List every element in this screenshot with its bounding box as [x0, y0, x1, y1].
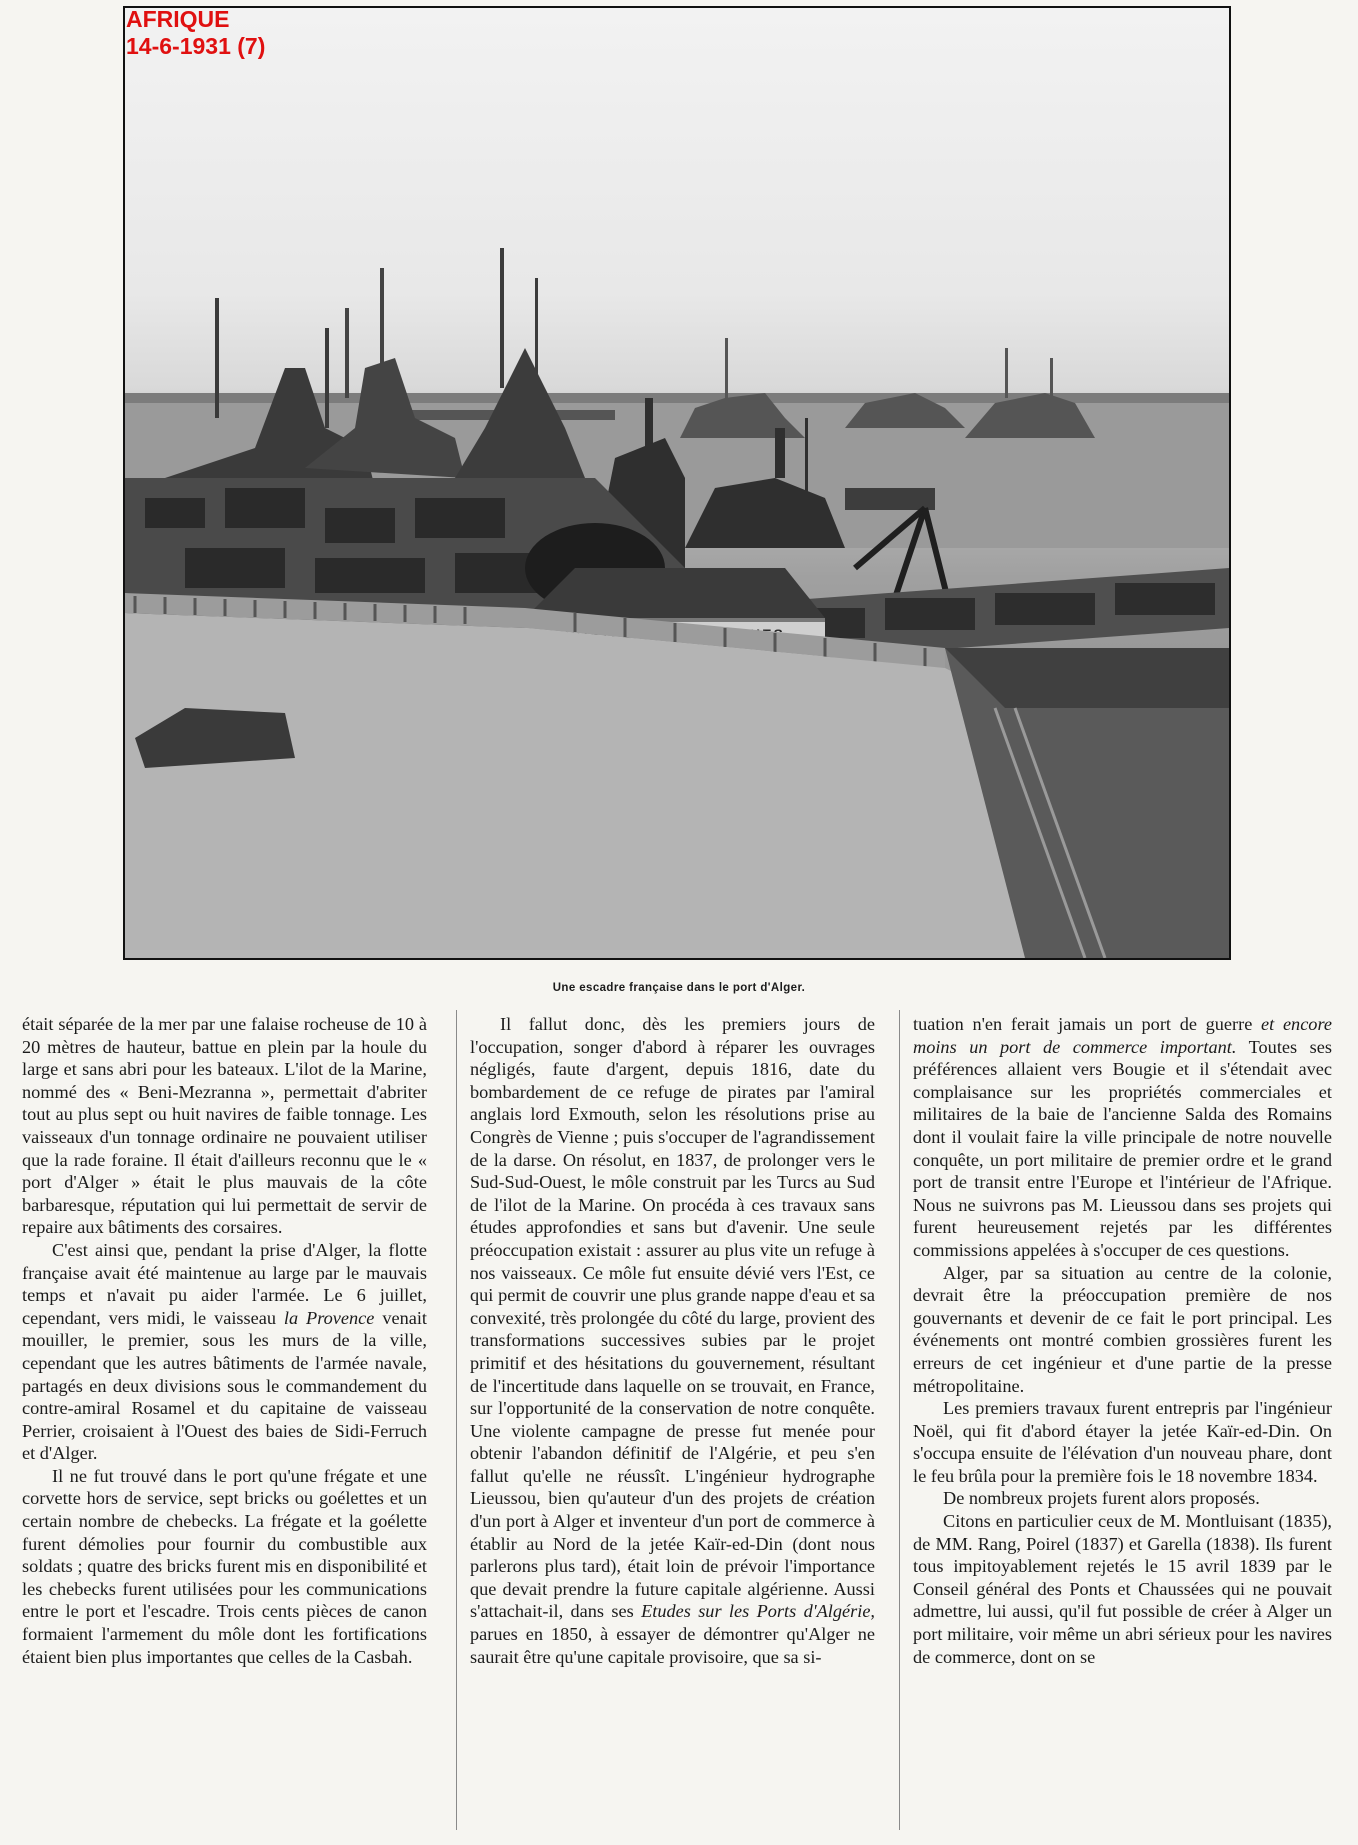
- text-column-2: [470, 1013, 875, 1668]
- barge: [845, 488, 935, 510]
- warship: [680, 338, 1095, 438]
- archive-stamp: [126, 6, 265, 60]
- photo-caption: Une escadre française dans le port d'Alger.: [552, 982, 806, 994]
- column-rule: [899, 1010, 900, 1830]
- paragraph: Il ne fut trouvé dans le port qu'une frégate et une corvette hors de service, sept bricks ou goélettes et un certain nombre de chebecks. La frégate et la goélette furent démolies pour fournir du combustible aux soldats ; quatre des bricks furent mis en disponibilité et les chebecks furent utilisées pour les communications entre le port et l'escadre. Trois cents pièces de canon formaient l'armement du môle dont les fortifications étaient bien plus importantes que celles de la Casbah.: [22, 1465, 427, 1667]
- stamp-line-1: AFRIQUE: [126, 6, 230, 32]
- text-column-1: [22, 1013, 427, 1668]
- paragraph: Alger, par sa situation au centre de la colonie, devrait être la préoccupation première de nos gouvernants et devenir de ce fait le port principal. Les événements ont montré combien grossières furent les erreurs de cet ingénieur et d'une partie de la presse métropolitaine.: [913, 1262, 1332, 1396]
- paragraph: De nombreux projets furent alors proposés.: [943, 1488, 1260, 1509]
- paragraph: Les premiers travaux furent entrepris par l'ingénieur Noël, qui fit d'abord étayer la jetée Kaïr-ed-Din. On s'occupa ensuite de l'élévation d'un nouveau phare, dont le feu brûla pour la première fois le 18 novembre 1834.: [913, 1398, 1332, 1486]
- paragraph: Citons en particulier ceux de M. Montluisant (1835), de MM. Rang, Poirel (1837) et Garella (1838). Ils furent tous impitoyablement rejetés le 15 avril 1839 par le Conseil général des Ponts et Chaussées qui ne pouvait admettre, lui aussi, qu'il fut possible de créer à Alger un port militaire, voir même un abri sérieux pour les navires de commerce, dont on se: [913, 1511, 1332, 1667]
- text-column-3: [913, 1013, 1332, 1668]
- paragraph: C'est ainsi que, pendant la prise d'Alger, la flotte française avait été maintenue au large par le mauvais temps et n'avait pu aider l'armée. Le 6 juillet, cependant, vers midi, le vaisseau la Provence venait mouiller, le premier, sous les murs de la ville, cependant que les autres bâtiments de l'armée navale, partagés en deux divisions sous le commandement du contre-amiral Rosamel et du capitaine de vaisseau Perrier, croisaient à l'Ouest des baies de Sidi-Ferruch et d'Alger.: [22, 1239, 427, 1464]
- harbor-photograph: [123, 6, 1231, 960]
- harbor-photo-illustration: [125, 8, 1229, 958]
- stamp-line-2: 14-6-1931 (7): [126, 33, 266, 59]
- paragraph: Il fallut donc, dès les premiers jours de l'occupation, songer d'abord à réparer les ouvrages négligés, faute d'argent, depuis 1816, date du bombardement de ce refuge de pirates par l'amiral anglais lord Exmouth, selon les résolutions prise au Congrès de Vienne ; puis s'occuper de l'agrandissement de la darse. On résolut, en 1837, de prolonger vers le Sud-Sud-Ouest, le môle construit par les Turcs au Sud de l'ilot de la Marine. On procéda à ces travaux sans études approfondies et sans but d'avenir. Une seule préoccupation existait : assurer au plus vite un refuge à nos vaisseaux. Ce môle fut ensuite dévié vers l'Est, ce qui permit de couvrir une plus grande nappe d'eau et sa convexité, très prolongée du côté du large, provient des transformations successives subies par le projet primitif et des hésitations du gouvernement, résultant de l'incertitude dans laquelle on se trouvait, en France, sur l'opportunité de la conservation de notre conquête. Une violente campagne de presse fut menée pour obtenir l'abandon définitif de l'Algérie, et peu s'en fallut qu'elle ne réussît. L'ingénieur hydrographe Lieussou, bien qu'auteur d'un des projets de création d'un port à Alger et inventeur d'un port de commerce à établir au Nord de la jetée Kaïr-ed-Din (dont nous parlerons plus tard), était loin de prévoir l'importance que devait prendre la future capitale algérienne. Aussi s'attachait-il, dans ses Etudes sur les Ports d'Algérie, parues en 1850, à essayer de démontrer qu'Alger ne saurait être qu'une capitale provisoire, que sa si-: [470, 1014, 875, 1667]
- column-rule: [456, 1010, 457, 1830]
- paragraph: était séparée de la mer par une falaise rocheuse de 10 à 20 mètres de hauteur, battue en plein par la houle du large et sans abri pour les bateaux. L'ilot de la Marine, nommé des « Beni-Mezranna », permettait d'abriter tout au plus sept ou huit navires de faible tonnage. Les vaisseaux d'un tonnage ordinaire ne pouvaient utiliser que la rade foraine. Il était d'ailleurs reconnu que le « port d'Alger » était le plus mauvais de la côte barbaresque, réputation qui lui permettait de servir de repaire aux bâtiments des corsaires.: [22, 1014, 427, 1238]
- paragraph: tuation n'en ferait jamais un port de guerre et encore moins un port de commerce important. Toutes ses préférences allaient vers Bougie et il s'étendait avec complaisance sur les propriétés commerciales et militaires de la baie de l'ancienne Salda des Romains dont il voulait faire la ville principale de notre nouvelle conquête, un port militaire de premier ordre et le grand port de transit entre l'Europe et l'intérieur de l'Afrique. Nous ne suivrons pas M. Lieussou dans ses projets qui furent heureusement rejetés par les différentes commissions appelées à s'occuper de ces questions.: [913, 1014, 1333, 1260]
